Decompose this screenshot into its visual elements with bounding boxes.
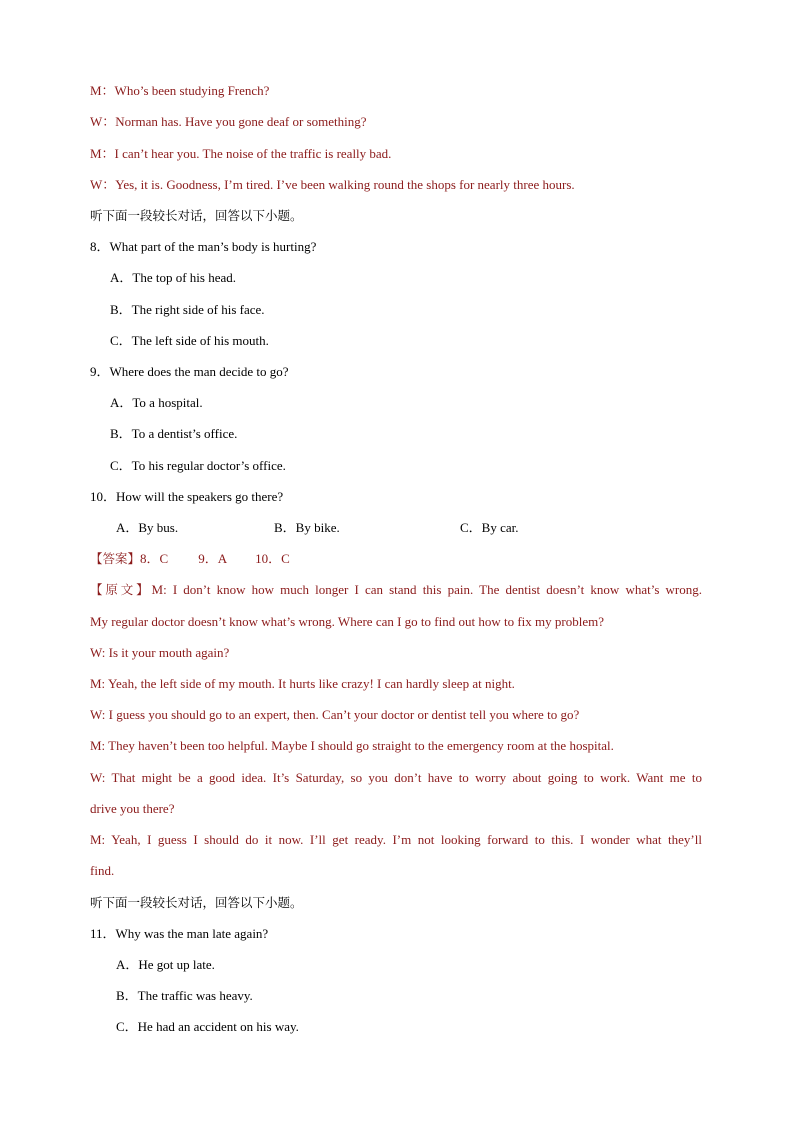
dialogue-line: W：Norman has. Have you gone deaf or something? <box>90 114 367 129</box>
transcript-line: 【原文】M: I don’t know how much longer I can stand this pain. The dentist doesn’t know what’s wrong. <box>90 582 702 597</box>
option-11b: B．The traffic was heavy. <box>116 988 253 1003</box>
option-8a: A．The top of his head. <box>110 270 237 285</box>
question-11: 11．Why was the man late again? <box>90 926 269 941</box>
option-8b: B．The right side of his face. <box>110 302 265 317</box>
question-9: 9．Where does the man decide to go? <box>90 364 289 379</box>
dialogue-line: W：Yes, it is. Goodness, I’m tired. I’ve been walking round the shops for nearly three hours. <box>90 177 575 192</box>
question-10: 10．How will the speakers go there? <box>90 489 284 504</box>
transcript-line: drive you there? <box>90 801 175 816</box>
section-instruction: 听下面一段较长对话，回答以下小题。 <box>90 208 303 223</box>
transcript-line: M: Yeah, I guess I should do it now. I’ll get ready. I’m not looking forward to this. I wonder what they’ll <box>90 832 702 847</box>
option-9b: B．To a dentist’s office. <box>110 426 238 441</box>
answer-label: 【答案】 <box>90 551 141 566</box>
transcript-line: M: Yeah, the left side of my mouth. It hurts like crazy! I can hardly sleep at night. <box>90 676 515 691</box>
answer-9: 9．A <box>198 551 228 566</box>
option-8c: C．The left side of his mouth. <box>110 333 269 348</box>
option-10c: C．By car. <box>460 520 519 535</box>
option-9c: C．To his regular doctor’s office. <box>110 458 286 473</box>
section-instruction: 听下面一段较长对话，回答以下小题。 <box>90 895 303 910</box>
transcript-line: W: That might be a good idea. It’s Saturday, so you don’t have to worry about going to work. Want me to <box>90 770 702 785</box>
option-10a: A．By bus. <box>116 520 179 535</box>
answer-row <box>90 551 290 567</box>
transcript-line: W: I guess you should go to an expert, then. Can’t your doctor or dentist tell you where to go? <box>90 707 580 722</box>
option-11a: A．He got up late. <box>116 957 215 972</box>
transcript-line: find. <box>90 863 115 878</box>
answer-8: 8．C <box>140 551 169 566</box>
transcript-line: W: Is it your mouth again? <box>90 645 230 660</box>
transcript-line: My regular doctor doesn’t know what’s wrong. Where can I go to find out how to fix my problem? <box>90 614 604 629</box>
option-9a: A．To a hospital. <box>110 395 203 410</box>
answer-10: 10．C <box>255 551 290 566</box>
dialogue-line: M：I can’t hear you. The noise of the traffic is really bad. <box>90 146 392 161</box>
dialogue-line: M：Who’s been studying French? <box>90 83 270 98</box>
option-11c: C．He had an accident on his way. <box>116 1019 299 1034</box>
question-8: 8．What part of the man’s body is hurting? <box>90 239 317 254</box>
transcript-label: 【原文】 <box>90 582 152 597</box>
transcript-line: M: They haven’t been too helpful. Maybe I should go straight to the emergency room at the hospital. <box>90 738 614 753</box>
option-10b: B．By bike. <box>274 520 340 535</box>
